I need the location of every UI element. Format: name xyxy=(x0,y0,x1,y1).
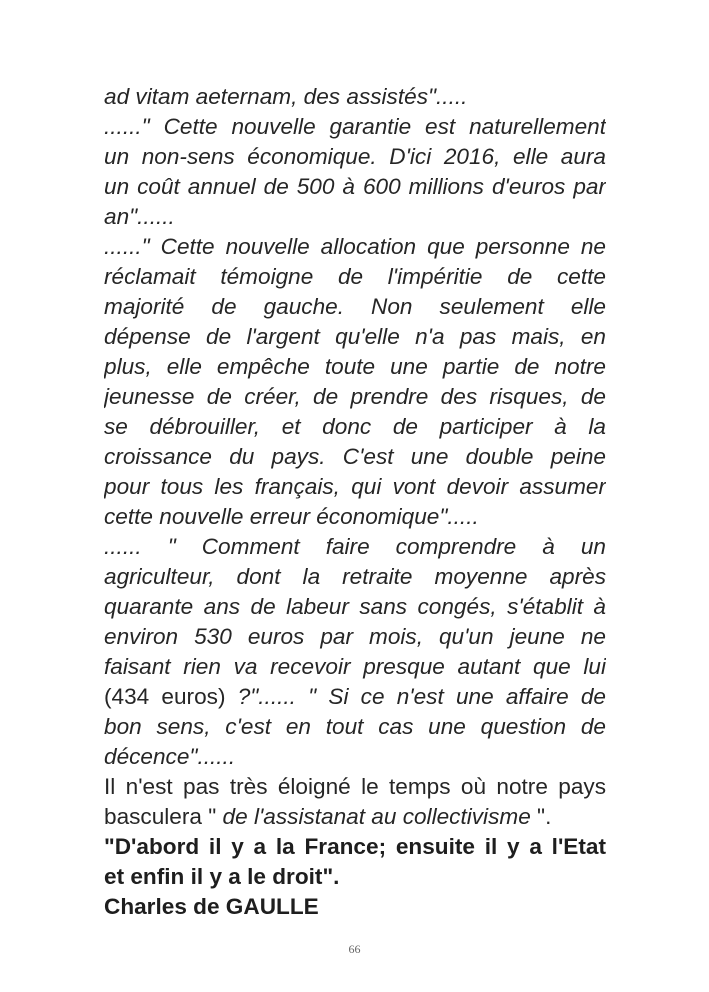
text-line: se débrouiller, et donc de participer à la xyxy=(104,414,606,439)
quote-line-1: "D'abord il y a la France; ensuite il y a l'Etat xyxy=(104,834,606,859)
text-segment-italic: ?"...... " Si ce n'est une affaire de xyxy=(237,684,606,709)
text-line: ......" Cette nouvelle garantie est naturellement xyxy=(104,114,606,139)
text-line: un non-sens économique. D'ici 2016, elle aura xyxy=(104,144,606,169)
text-line: faisant rien va recevoir presque autant que lui xyxy=(104,654,606,679)
text-line xyxy=(104,802,606,832)
text-line: quarante ans de labeur sans congés, s'établit à xyxy=(104,594,606,619)
text-line: jeunesse de créer, de prendre des risques, de xyxy=(104,384,606,409)
text-line xyxy=(104,682,606,712)
quote-line-2: et enfin il y a le droit". xyxy=(104,864,340,889)
text-line: un coût annuel de 500 à 600 millions d'euros par xyxy=(104,174,606,199)
text-line: ad vitam aeternam, des assistés"..... xyxy=(104,84,468,109)
text-segment: (434 euros) xyxy=(104,684,238,709)
text-line: environ 530 euros par mois, qu'un jeune ne xyxy=(104,624,606,649)
text-line: ......" Cette nouvelle allocation que personne ne xyxy=(104,234,606,259)
text-line: réclamait témoigne de l'impéritie de cette xyxy=(104,264,606,289)
text-line: an"...... xyxy=(104,204,175,229)
text-line: décence"...... xyxy=(104,744,236,769)
quote-author: Charles de GAULLE xyxy=(104,894,319,919)
text-line: Il n'est pas très éloigné le temps où notre pays xyxy=(104,774,606,799)
text-line: croissance du pays. C'est une double peine xyxy=(104,444,606,469)
text-segment: ". xyxy=(537,804,552,829)
text-line: pour tous les français, qui vont devoir assumer xyxy=(104,474,606,499)
text-line: plus, elle empêche toute une partie de notre xyxy=(104,354,606,379)
text-line: dépense de l'argent qu'elle n'a pas mais, en xyxy=(104,324,606,349)
text-line: agriculteur, dont la retraite moyenne après xyxy=(104,564,606,589)
page-body xyxy=(104,82,606,922)
text-line: cette nouvelle erreur économique"..... xyxy=(104,504,479,529)
text-line: majorité de gauche. Non seulement elle xyxy=(104,294,606,319)
text-segment-italic: de l'assistanat au collectivisme xyxy=(216,804,538,829)
page-number: 66 xyxy=(348,942,361,956)
text-line: bon sens, c'est en tout cas une question de xyxy=(104,714,606,739)
text-block xyxy=(104,82,606,832)
text-segment: basculera " xyxy=(104,804,217,829)
text-line: ...... " Comment faire comprendre à un xyxy=(104,534,606,559)
